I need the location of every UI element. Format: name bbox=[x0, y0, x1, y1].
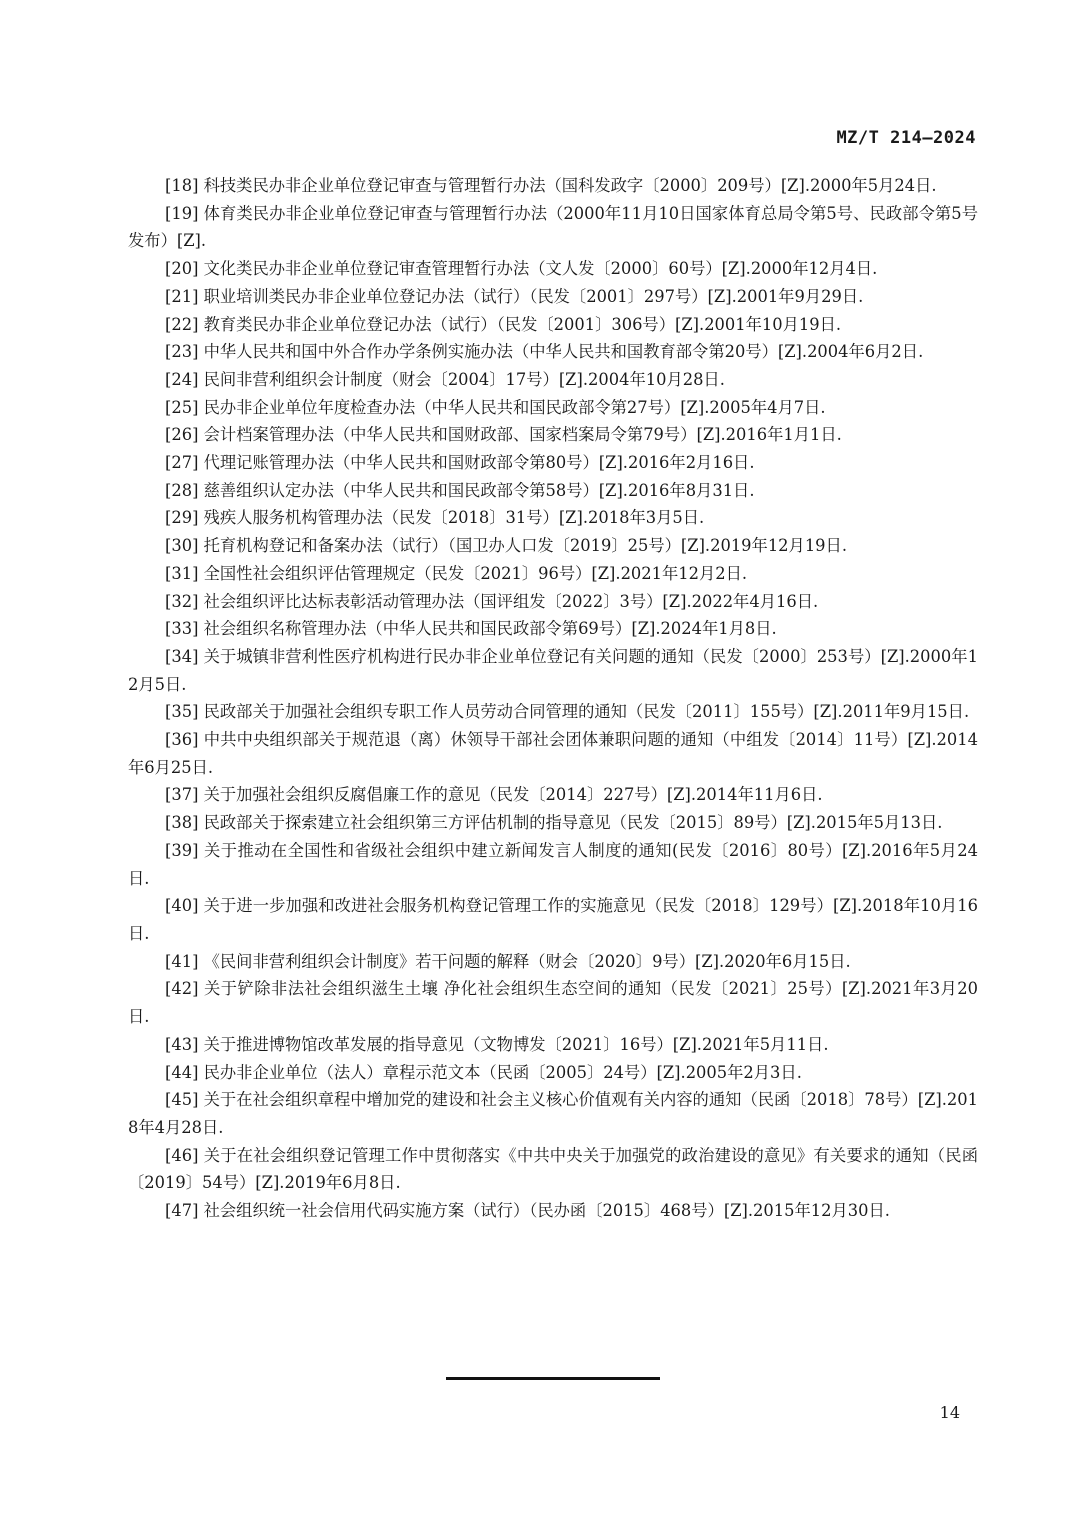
reference-item: [30] 托育机构登记和备案办法（试行）（国卫办人口发〔2019〕25号）[Z].2019年12月19日. bbox=[165, 536, 847, 556]
reference-item: [24] 民间非营利组织会计制度（财会〔2004〕17号）[Z].2004年10月28日. bbox=[165, 369, 725, 389]
reference-item: [44] 民办非企业单位（法人）章程示范文本（民函〔2005〕24号）[Z].2005年2月3日. bbox=[165, 1062, 802, 1082]
reference-item: [29] 残疾人服务机构管理办法（民发〔2018〕31号）[Z].2018年3月5日. bbox=[165, 508, 705, 528]
reference-item: [39] 关于推动在全国性和省级社会组织中建立新闻发言人制度的通知(民发〔2016〕80号）[Z].2016年5月24日. bbox=[128, 840, 978, 888]
reference-item: [34] 关于城镇非营利性医疗机构进行民办非企业单位登记有关问题的通知（民发〔2000〕253号）[Z].2000年12月5日. bbox=[128, 646, 978, 694]
reference-item: [26] 会计档案管理办法（中华人民共和国财政部、国家档案局令第79号）[Z].2016年1月1日. bbox=[165, 425, 842, 445]
reference-item: [40] 关于进一步加强和改进社会服务机构登记管理工作的实施意见（民发〔2018〕129号）[Z].2018年10月16日. bbox=[128, 896, 978, 943]
reference-item: [19] 体育类民办非企业单位登记审查与管理暂行办法（2000年11月10日国家体育总局令第5号、民政部令第5号发布）[Z]. bbox=[128, 203, 978, 251]
reference-item: [22] 教育类民办非企业单位登记办法（试行）（民发〔2001〕306号）[Z].2001年10月19日. bbox=[165, 314, 842, 334]
reference-item: [45] 关于在社会组织章程中增加党的建设和社会主义核心价值观有关内容的通知（民函〔2018〕78号）[Z].2018年4月28日. bbox=[128, 1090, 978, 1137]
reference-item: [35] 民政部关于加强社会组织专职工作人员劳动合同管理的通知（民发〔2011〕155号）[Z].2011年9月15日. bbox=[165, 702, 970, 722]
reference-item: [47] 社会组织统一社会信用代码实施方案（试行）（民办函〔2015〕468号）[Z].2015年12月30日. bbox=[165, 1201, 890, 1221]
page-number: 14 bbox=[939, 1403, 960, 1422]
reference-item: [46] 关于在社会组织登记管理工作中贯彻落实《中共中央关于加强党的政治建设的意见》有关要求的通知（民函〔2019〕54号）[Z].2019年6月8日. bbox=[128, 1145, 978, 1193]
reference-item: [33] 社会组织名称管理办法（中华人民共和国民政部令第69号）[Z].2024年1月8日. bbox=[165, 619, 777, 639]
document-code: MZ/T 214—2024 bbox=[836, 128, 976, 148]
reference-list bbox=[128, 172, 978, 1225]
reference-item: [37] 关于加强社会组织反腐倡廉工作的意见（民发〔2014〕227号）[Z].2014年11月6日. bbox=[165, 785, 823, 805]
reference-item: [23] 中华人民共和国中外合作办学条例实施办法（中华人民共和国教育部令第20号）[Z].2004年6月2日. bbox=[165, 342, 924, 362]
reference-item: [28] 慈善组织认定办法（中华人民共和国民政部令第58号）[Z].2016年8月31日. bbox=[165, 480, 755, 500]
reference-item: [42] 关于铲除非法社会组织滋生土壤 净化社会组织生态空间的通知（民发〔2021〕25号）[Z].2021年3月20日. bbox=[128, 979, 978, 1027]
reference-item: [18] 科技类民办非企业单位登记审查与管理暂行办法（国科发政字〔2000〕209号）[Z].2000年5月24日. bbox=[165, 176, 937, 195]
reference-item: [25] 民办非企业单位年度检查办法（中华人民共和国民政部令第27号）[Z].2005年4月7日. bbox=[165, 397, 826, 417]
reference-item: [36] 中共中央组织部关于规范退（离）休领导干部社会团体兼职问题的通知（中组发〔2014〕11号）[Z].2014年6月25日. bbox=[128, 730, 978, 777]
reference-item: [41] 《民间非营利组织会计制度》若干问题的解释（财会〔2020〕9号）[Z].2020年6月15日. bbox=[165, 951, 851, 971]
reference-item: [21] 职业培训类民办非企业单位登记办法（试行）（民发〔2001〕297号）[Z].2001年9月29日. bbox=[165, 286, 864, 306]
reference-item: [31] 全国性社会组织评估管理规定（民发〔2021〕96号）[Z].2021年12月2日. bbox=[165, 563, 748, 583]
reference-item: [32] 社会组织评比达标表彰活动管理办法（国评组发〔2022〕3号）[Z].2022年4月16日. bbox=[165, 591, 819, 611]
end-rule bbox=[446, 1377, 660, 1380]
reference-item: [27] 代理记账管理办法（中华人民共和国财政部令第80号）[Z].2016年2月16日. bbox=[165, 453, 755, 473]
reference-item: [20] 文化类民办非企业单位登记审查管理暂行办法（文人发〔2000〕60号）[Z].2000年12月4日. bbox=[165, 259, 878, 279]
reference-item: [43] 关于推进博物馆改革发展的指导意见（文物博发〔2021〕16号）[Z].2021年5月11日. bbox=[165, 1034, 829, 1054]
reference-item: [38] 民政部关于探索建立社会组织第三方评估机制的指导意见（民发〔2015〕89号）[Z].2015年5月13日. bbox=[165, 813, 943, 833]
